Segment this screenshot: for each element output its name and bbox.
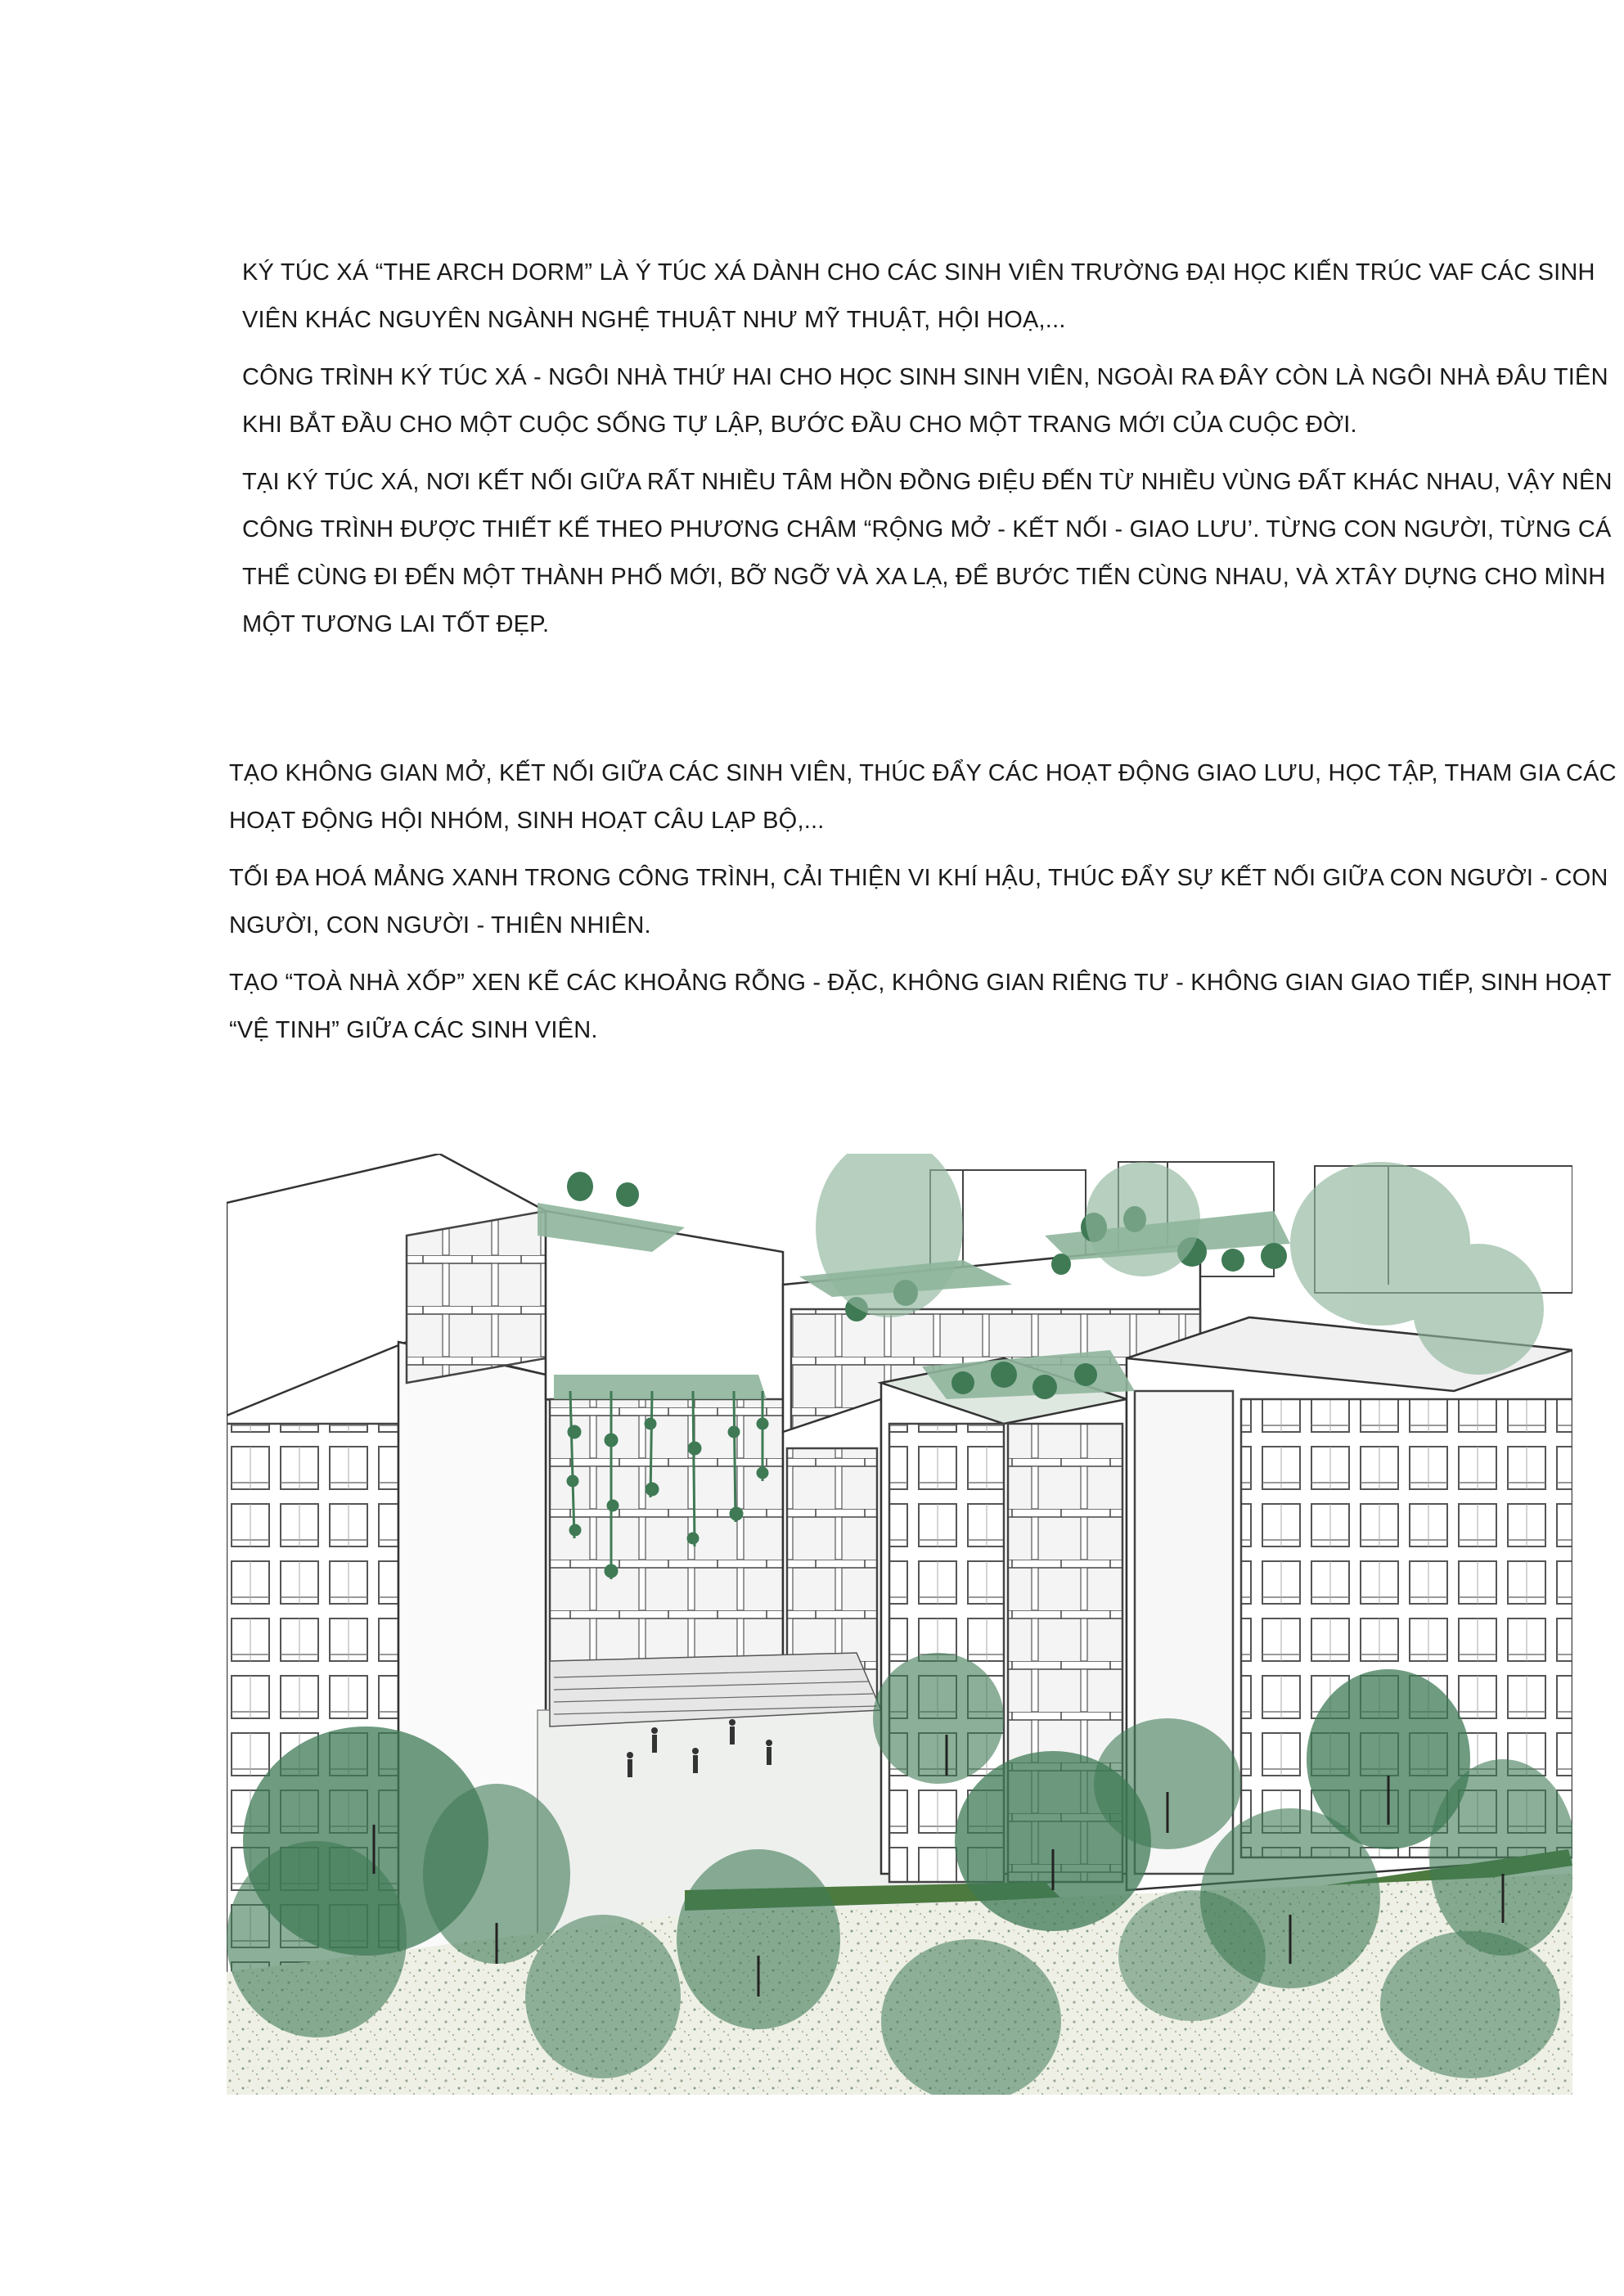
- goal-paragraph-1: [229, 750, 1617, 844]
- intro-paragraph-2: [242, 353, 1608, 448]
- text-line: TỐI ĐA HOÁ MẢNG XANH TRONG CÔNG TRÌNH, CẢI THIỆN VI KHÍ HẬU, THÚC ĐẨY SỰ KẾT NỐI GIỮA CON NGƯỜI - CON: [229, 865, 1608, 891]
- text-line: CÔNG TRÌNH ĐƯỢC THIẾT KẾ THEO PHƯƠNG CHÂM “RỘNG MỞ - KẾT NỐI - GIAO LƯU’. TỪNG CON NGƯỜI, TỪNG CÁ: [242, 516, 1612, 542]
- intro-paragraph-3: [242, 458, 1613, 648]
- goal-paragraph-3: [229, 959, 1612, 1054]
- intro-paragraph-1: [242, 249, 1595, 344]
- text-line: KHI BẮT ĐẦU CHO MỘT CUỘC SỐNG TỰ LẬP, BƯỚC ĐẦU CHO MỘT TRANG MỚI CỦA CUỘC ĐỜI.: [242, 412, 1357, 438]
- text-line: KÝ TÚC XÁ “THE ARCH DORM” LÀ Ý TÚC XÁ DÀNH CHO CÁC SINH VIÊN TRƯỜNG ĐẠI HỌC KIẾN TRÚC VAF CÁC SINH: [242, 259, 1595, 286]
- dorm-axonometric-illustration: [227, 1154, 1572, 2095]
- text-line: THỂ CÙNG ĐI ĐẾN MỘT THÀNH PHỐ MỚI, BỠ NGỠ VÀ XA LẠ, ĐỂ BƯỚC TIẾN CÙNG NHAU, VÀ XTÂY DỰNG CHO MÌNH: [242, 564, 1606, 590]
- text-line: NGƯỜI, CON NGƯỜI - THIÊN NHIÊN.: [229, 912, 651, 939]
- text-line: TẠO “TOÀ NHÀ XỐP” XEN KẼ CÁC KHOẢNG RỖNG - ĐẶC, KHÔNG GIAN RIÊNG TƯ - KHÔNG GIAN GIAO TIẾP, SINH HOẠT: [229, 970, 1612, 996]
- text-line: “VỆ TINH” GIỮA CÁC SINH VIÊN.: [229, 1017, 598, 1043]
- text-line: VIÊN KHÁC NGUYÊN NGÀNH NGHỆ THUẬT NHƯ MỸ THUẬT, HỘI HOẠ,...: [242, 307, 1066, 333]
- goal-paragraph-2: [229, 854, 1608, 949]
- text-line: HOẠT ĐỘNG HỘI NHÓM, SINH HOẠT CÂU LẠP BỘ,...: [229, 808, 825, 834]
- text-line: TẠO KHÔNG GIAN MỞ, KẾT NỐI GIỮA CÁC SINH VIÊN, THÚC ĐẨY CÁC HOẠT ĐỘNG GIAO LƯU, HỌC TẬP, THAM GIA CÁC: [229, 760, 1617, 786]
- text-line: MỘT TƯƠNG LAI TỐT ĐẸP.: [242, 611, 550, 637]
- text-line: CÔNG TRÌNH KÝ TÚC XÁ - NGÔI NHÀ THỨ HAI CHO HỌC SINH SINH VIÊN, NGOÀI RA ĐÂY CÒN LÀ NGÔI NHÀ ĐÂU TIÊN: [242, 364, 1608, 390]
- text-line: TẠI KÝ TÚC XÁ, NƠI KẾT NỐI GIỮA RẤT NHIỀU TÂM HỒN ĐỒNG ĐIỆU ĐẾN TỪ NHIỀU VÙNG ĐẤT KHÁC NHAU, VẬY NÊN: [242, 469, 1613, 495]
